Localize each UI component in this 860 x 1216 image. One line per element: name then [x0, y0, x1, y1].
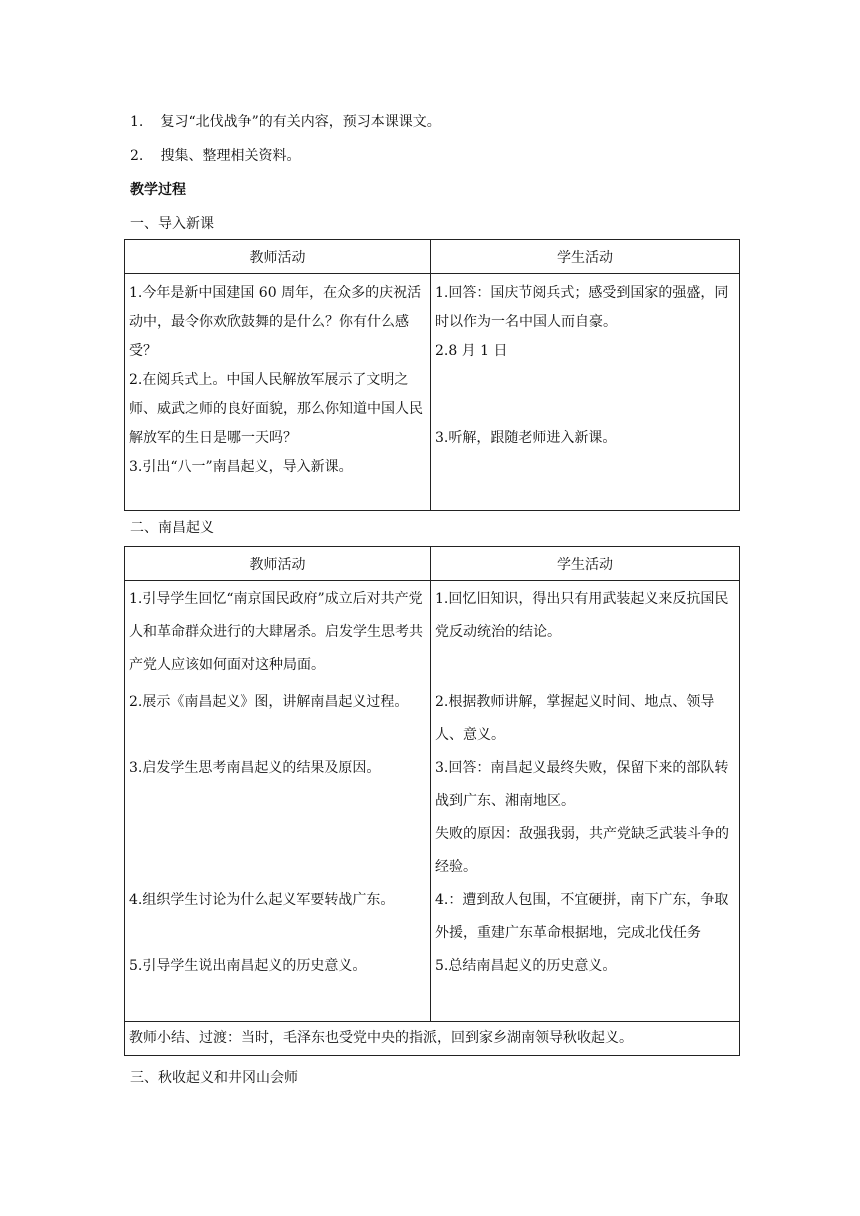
teacher-activity-header: 教师活动: [125, 547, 431, 581]
table-row: [125, 581, 740, 1022]
student-activity-header: 学生活动: [431, 547, 740, 581]
teacher-activity-cell: [125, 581, 431, 1022]
student-activity-cell: [431, 581, 740, 1022]
teacher-activity-item: 4.组织学生讨论为什么起义军要转战广东。: [129, 892, 395, 908]
prep-item-number: 2.: [130, 148, 144, 164]
table-row: [125, 274, 740, 511]
student-activity-item: 2.8 月 1 日: [435, 343, 508, 359]
process-heading: 教学过程: [130, 182, 186, 198]
student-activity-item: 3.听解，跟随老师进入新课。: [435, 430, 617, 446]
prep-item-1: [130, 112, 441, 132]
student-activity-cell: [431, 274, 740, 511]
section3-title: 三、秋收起义和井冈山会师: [130, 1070, 298, 1086]
prep-item-text: 复习“北伐战争”的有关内容，预习本课课文。: [160, 114, 441, 130]
section2-table: [124, 546, 740, 1056]
student-activity-item: 1.回忆旧知识，得出只有用武装起义来反抗国民党反动统治的结论。: [435, 591, 729, 640]
student-activity-item: 1.回答：国庆节阅兵式；感受到国家的强盛，同时以作为一名中国人而自豪。: [435, 285, 729, 330]
summary-row: [125, 1022, 740, 1056]
section1-table: [124, 239, 740, 511]
student-activity-item: 5.总结南昌起义的历史意义。: [435, 958, 617, 974]
teacher-activity-item: 5.引导学生说出南昌起义的历史意义。: [129, 958, 367, 974]
teacher-activity-item: 3.引出“八一”南昌起义，导入新课。: [129, 459, 353, 475]
teacher-activity-item: 2.展示《南昌起义》图，讲解南昌起义过程。: [129, 694, 409, 710]
table-header-row: [125, 547, 740, 581]
teacher-activity-header: 教师活动: [125, 240, 431, 274]
table-header-row: [125, 240, 740, 274]
student-activity-item: 4.：遭到敌人包围，不宜硬拼，南下广东，争取外援，重建广东革命根据地，完成北伐任务: [435, 892, 729, 941]
summary-cell: 教师小结、过渡：当时，毛泽东也受党中央的指派，回到家乡湖南领导秋收起义。: [125, 1022, 740, 1056]
prep-item-number: 1.: [130, 114, 144, 130]
prep-item-text: 搜集、整理相关资料。: [160, 148, 301, 164]
teacher-activity-item: 3.启发学生思考南昌起义的结果及原因。: [129, 760, 381, 776]
student-activity-item: 失败的原因：敌强我弱，共产党缺乏武装斗争的经验。: [435, 826, 729, 875]
student-activity-header: 学生活动: [431, 240, 740, 274]
section1-title: 一、导入新课: [130, 216, 214, 232]
teacher-activity-item: 2.在阅兵式上。中国人民解放军展示了文明之师、威武之师的良好面貌，那么你知道中国人民解放军的生日是哪一天吗？: [129, 372, 423, 446]
student-activity-item: 2.根据教师讲解，掌握起义时间、地点、领导人、意义。: [435, 694, 715, 743]
teacher-activity-cell: [125, 274, 431, 511]
teacher-activity-item: 1.引导学生回忆“南京国民政府”成立后对共产党人和革命群众进行的大肆屠杀。启发学生思考共产党人应该如何面对这种局面。: [129, 591, 423, 673]
student-activity-item: 3.回答：南昌起义最终失败，保留下来的部队转战到广东、湘南地区。: [435, 760, 729, 809]
teacher-activity-item: 1.今年是新中国建国 60 周年，在众多的庆祝活动中，最令你欢欣鼓舞的是什么？你有什么感受？: [129, 285, 422, 359]
prep-item-2: [130, 146, 300, 166]
section2-title: 二、南昌起义: [130, 520, 214, 536]
